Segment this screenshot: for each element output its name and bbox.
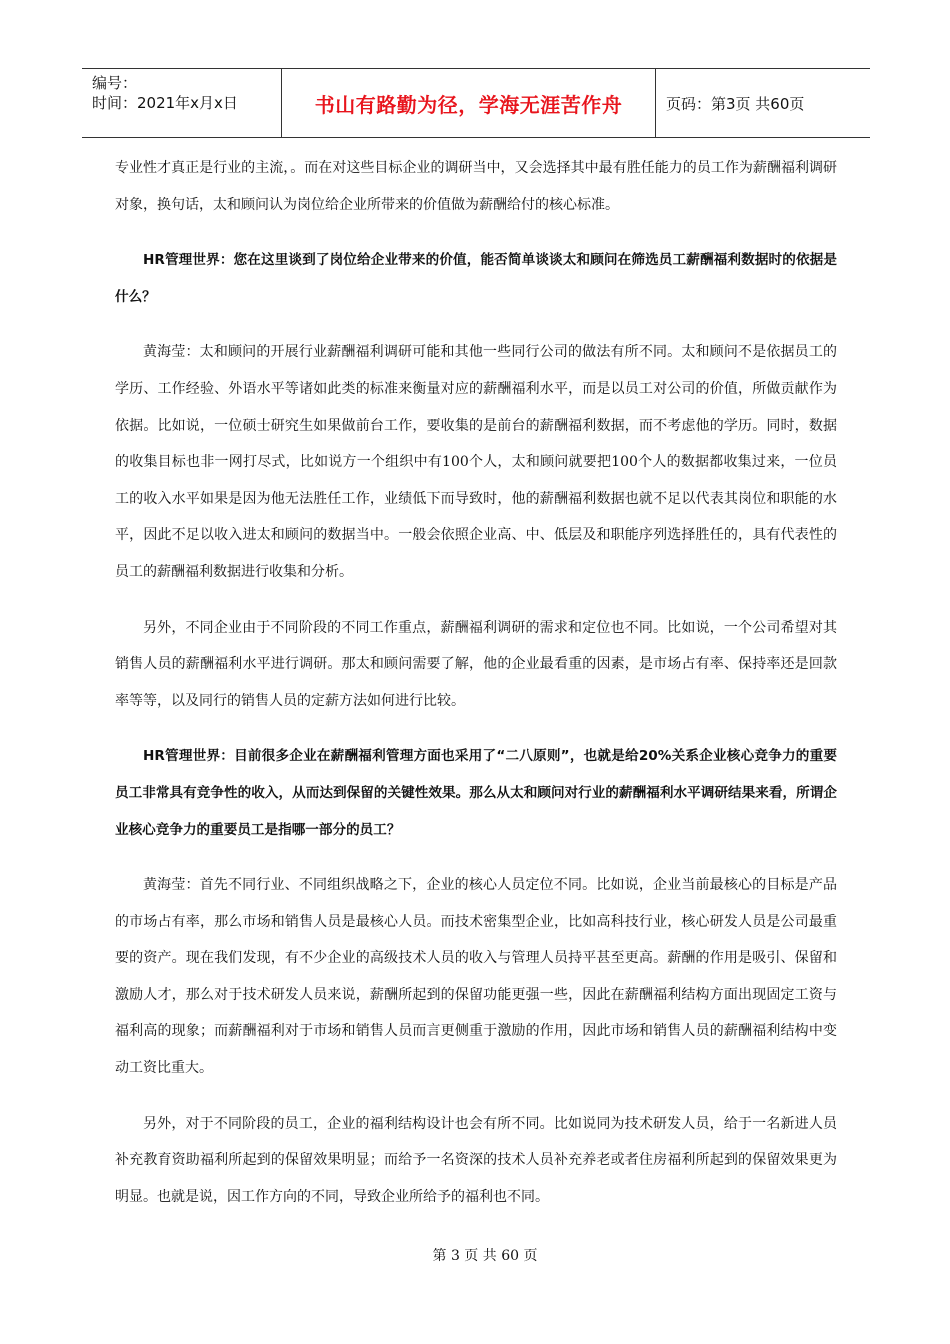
paragraph: 另外，对于不同阶段的员工，企业的福利结构设计也会有所不同。比如说同为技术研发人员，给于一名新进人员补充教育资助福利所起到的保留效果明显；而给予一名资深的技术人员补充养老或者住房福利所起到的保留效果更为明显。也就是说，因工作方向的不同，导致企业所给予的福利也不同。 (115, 1115, 837, 1205)
page-footer: 第 3 页 共 60 页 (432, 1248, 538, 1264)
header-meta (82, 69, 282, 137)
number-label: 编号： (92, 74, 138, 92)
document-body (115, 150, 837, 1234)
header-page-info: 页码：第3页 共60页 (666, 94, 805, 113)
answer-paragraph: 黄海莹：首先不同行业、不同组织战略之下，企业的核心人员定位不同。比如说，企业当前最核心的目标是产品的市场占有率，那么市场和销售人员是最核心人员。而技术密集型企业，比如高科技行业，核心研发人员是公司最重要的资产。现在我们发现，有不少企业的高级技术人员的收入与管理人员持平甚至更高。薪酬的作用是吸引、保留和激励人才，那么对于技术研发人员来说，薪酬所起到的保留功能更强一些，因此在薪酬福利结构方面出现固定工资与福利高的现象；而薪酬福利对于市场和销售人员而言更侧重于激励的作用，因此市场和销售人员的薪酬福利结构中变动工资比重大。 (115, 877, 837, 1077)
header-motto: 书山有路勤为径，学海无涯苦作舟 (282, 69, 656, 137)
paragraph: 专业性才真正是行业的主流，。而在对这些目标企业的调研当中，又会选择其中最有胜任能力的员工作为薪酬福利调研对象，换句话，太和顾问认为岗位给企业所带来的价值做为薪酬给付的核心标准。 (115, 160, 837, 213)
answer-paragraph: 黄海莹：太和顾问的开展行业薪酬福利调研可能和其他一些同行公司的做法有所不同。太和顾问不是依据员工的学历、工作经验、外语水平等诸如此类的标准来衡量对应的薪酬福利水平，而是以员工对公司的价值，所做贡献作为依据。比如说，一位硕士研究生如果做前台工作，要收集的是前台的薪酬福利数据，而不考虑他的学历。同时，数据的收集目标也非一网打尽式，比如说方一个组织中有100个人，太和顾问就要把100个人的数据都收集过来，一位员工的收入水平如果是因为他无法胜任工作，业绩低下而导致时，他的薪酬福利数据也就不足以代表其岗位和职能的水平，因此不足以收入进太和顾问的数据当中。一般会依照企业高、中、低层及和职能序列选择胜任的，具有代表性的员工的薪酬福利数据进行收集和分析。 (115, 344, 837, 580)
paragraph: 另外，不同企业由于不同阶段的不同工作重点，薪酬福利调研的需求和定位也不同。比如说，一个公司希望对其销售人员的薪酬福利水平进行调研。那太和顾问需要了解，他的企业最看重的因素，是市场占有率、保持率还是回款率等等，以及同行的销售人员的定薪方法如何进行比较。 (115, 619, 837, 709)
question-paragraph: HR管理世界：目前很多企业在薪酬福利管理方面也采用了“二八原则”，也就是给20%关系企业核心竞争力的重要员工非常具有竞争性的收入，从而达到保留的关键性效果。那么从太和顾问对行业的薪酬福利水平调研结果来看，所谓企业核心竞争力的重要员工是指哪一部分的员工？ (115, 748, 837, 838)
question-paragraph: HR管理世界：您在这里谈到了岗位给企业带来的价值，能否简单谈谈太和顾问在筛选员工薪酬福利数据时的依据是什么？ (115, 252, 837, 305)
date-label: 时间：2021年x月x日 (92, 94, 238, 112)
page-header (82, 68, 870, 138)
